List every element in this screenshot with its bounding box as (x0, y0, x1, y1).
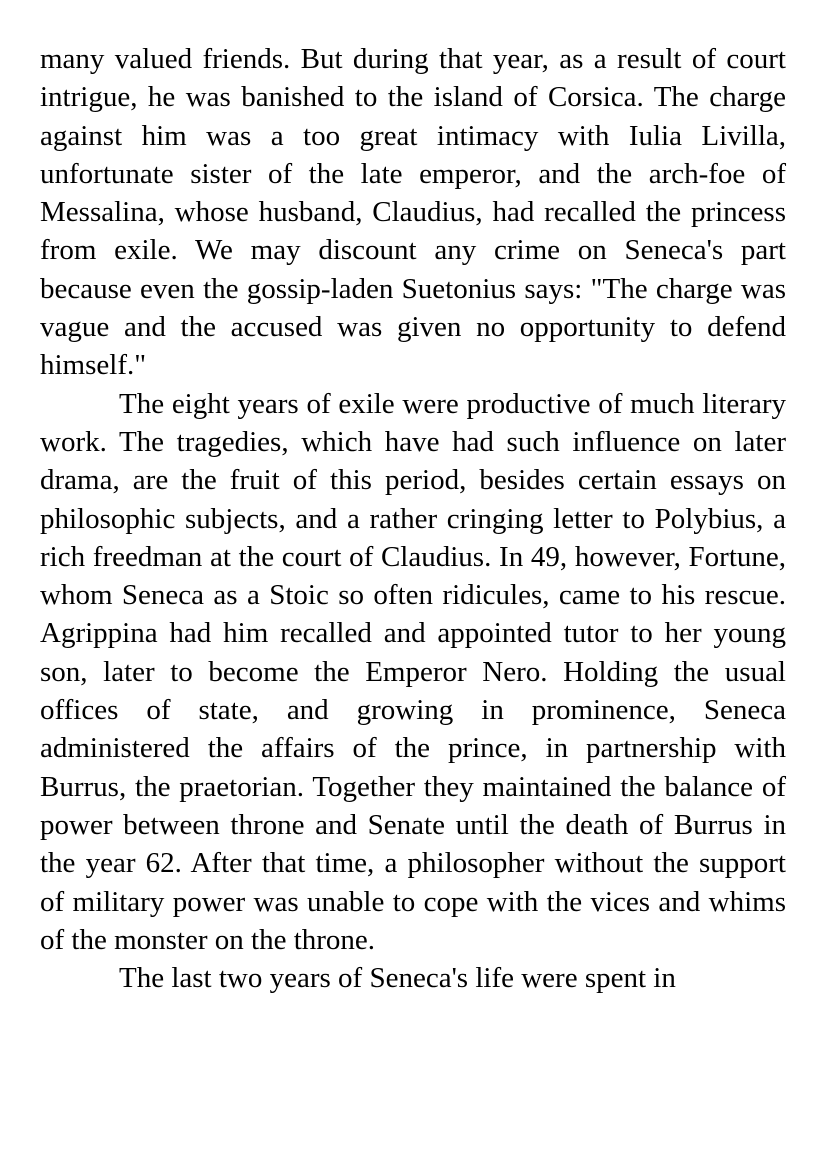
paragraph-exile-years: The eight years of exile were productive of much literary work. The tragedies, which have had such influence on later drama, are the fruit of this period, besides certain essays on philosophic subjects, and a rather cringing letter to Polybius, a rich freedman at the court of Claudius. In 49, however, Fortune, whom Seneca as a Stoic so often ridicules, came to his rescue. Agrippina had him recalled and appointed tutor to her young son, later to become the Emperor Nero. Holding the usual offices of state, and growing in prominence, Seneca administered the affairs of the prince, in partnership with Burrus, the praetorian. Together they maintained the balance of power between throne and Senate until the death of Burrus in the year 62. After that time, a philosopher without the support of military power was unable to cope with the vices and whims of the monster on the throne. (40, 387, 786, 956)
paragraph-last-years: The last two years of Seneca's life were spent in (119, 962, 676, 995)
paragraph-banishment: many valued friends. But during that year, as a result of court intrigue, he was banished to the island of Corsica. The charge against him was a too great intimacy with Iulia Livilla, unfortunate sister of the late emperor, and the arch-foe of Messalina, whose husband, Claudius, had recalled the princess from exile. We may discount any crime on Seneca's part because even the gossip-laden Suetonius says: "The charge was vague and the accused was given no opportunity to defend himself." (40, 43, 786, 382)
page-body (40, 40, 786, 997)
